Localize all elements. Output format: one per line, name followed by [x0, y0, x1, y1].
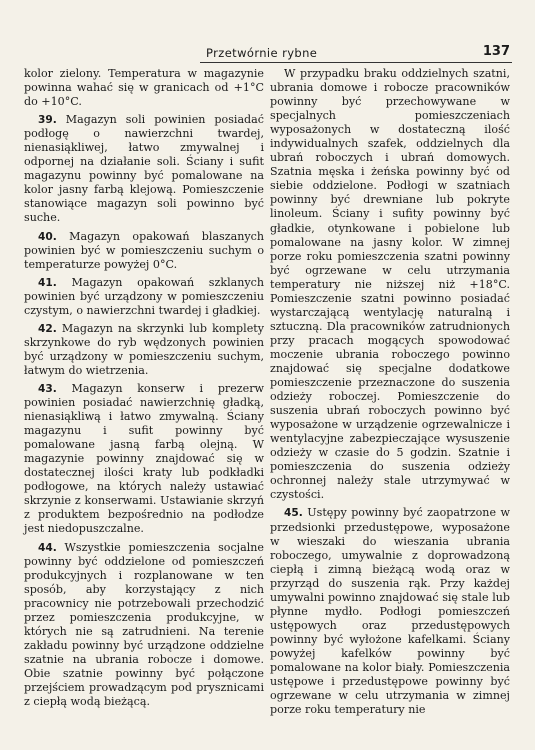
- paragraph: [24, 322, 264, 378]
- paragraph-text: Magazyn konserw i prezerw powinien posiadać nawierzchnię gładką, nienasiąkliwą i łatwo zmywalną. Ściany magazynu i sufit powinny być pomalowane jasną farbą olejną. W magazynie powinny znajdować się w dostatecznej ilości kraty lub podkładki podłogowe, na których należy ustawiać skrzynie z konserwami. Ustawianie skrzyń z produktem bezpośrednio na podłodze jest niedopuszczalne.: [24, 381, 264, 536]
- running-header: [196, 44, 510, 64]
- paragraph-number: 41.: [38, 276, 57, 289]
- paragraph: [270, 67, 510, 502]
- paragraph-text: Ustępy powinny być zaopatrzone w przedsionki przedustępowe, wyposażone w wieszaki do wieszania ubrania roboczego, umywalnie z doprowadzoną ciepłą i zimną bieżącą wodą oraz w przyrząd do suszenia rąk. Przy każdej umywalni powinno znajdować się stale lub płynne mydło. Podłogi pomieszczeń ustępowych oraz przedustępowych powinny być wyłożone kafelkami. Ściany powyżej kafelków powinny być pomalowane na kolor biały. Pomieszczenia ustępowe i przedustępowe powinny być ogrzewane w celu utrzymania w zimnej porze roku temperatury nie: [270, 506, 510, 717]
- paragraph-text: kolor zielony. Temperatura w magazynie powinna wahać się w granicach od +1°C do +10°C.: [24, 67, 264, 109]
- right-column: [270, 67, 510, 721]
- left-column: [24, 67, 264, 713]
- chapter-title: Przetwórnie rybne: [206, 46, 318, 60]
- paragraph-number: 39.: [38, 114, 57, 127]
- paragraph: [24, 276, 264, 318]
- paragraph: [24, 230, 264, 272]
- paragraph: [24, 113, 264, 225]
- paragraph: [24, 541, 264, 710]
- paragraph-number: 44.: [38, 541, 57, 554]
- header-rule: [200, 62, 512, 63]
- paragraph-number: 40.: [38, 230, 57, 243]
- paragraph: [24, 67, 264, 109]
- paragraph-number: 42.: [38, 322, 57, 335]
- paragraph-text: Magazyn na skrzynki lub komplety skrzynkowe do ryb wędzonych powinien być urządzony w pomieszczeniu suchym, łatwym do wietrzenia.: [24, 321, 264, 377]
- paragraph-number: 45.: [284, 507, 303, 520]
- paragraph: [270, 506, 510, 717]
- paragraph-text: Magazyn opakowań blaszanych powinien być w pomieszczeniu suchym o temperaturze powyżej 0°C.: [24, 229, 264, 271]
- paragraph-text: W przypadku braku oddzielnych szatni, ubrania domowe i robocze pracowników powinny być przechowywane w specjalnych pomieszczeniach wyposażonych w dostateczną ilość indywidualnych szafek, oddzielnych dla ubrań roboczych i ubrań domowych. Szatnia męska i żeńska powinny być od siebie oddzielone. Podłogi w szatniach powinny być drewniane lub pokryte linoleum. Ściany i sufity powinny być gładkie, otynkowane i pobielone lub pomalowane na jasny kolor. W zimnej porze roku pomieszczenia szatni powinny być ogrzewane w celu utrzymania temperatury nie niższej niż +18°C. Pomieszczenie szatni powinno posiadać wystarczającą wentylację naturalną i sztuczną. Dla pracowników zatrudnionych przy pracach mogących spowodować moczenie ubrania roboczego powinno znajdować się specjalne dodatkowe pomieszczenie przeznaczone do suszenia odzieży roboczej. Pomieszczenie do suszenia ubrań roboczych powinno być wyposażone w urządzenie ogrzewalnicze i wentylacyjne zabezpieczające wysuszenie odzieży w czasie do 5 godzin. Szatnie i pomieszczenia do suszenia odzieży ochronnej należy stale utrzymywać w czystości.: [270, 67, 510, 502]
- paragraph-text: Wszystkie pomieszczenia socjalne powinny być oddzielone od pomieszczeń produkcyjnych i rozplanowane w ten sposób, aby korzystający z nich pracownicy nie potrzebowali przechodzić przez pomieszczenia produkcyjne, w których nie są zatrudnieni. Na terenie zakładu powinny być urządzone oddzielne szatnie na ubrania robocze i domowe. Obie szatnie powinny być połączone przejściem prowadzącym pod prysznicami z ciepłą wodą bieżącą.: [24, 540, 264, 709]
- paragraph-text: Magazyn soli powinien posiadać podłogę o nawierzchni twardej, nienasiąkliwej, łatwo zmywalnej i odpornej na działanie soli. Ściany i sufit magazynu powinny być pomalowane na kolor jasny farbą klejową. Pomieszczenie stanowiące magazyn soli powinno być suche.: [24, 113, 264, 225]
- paragraph-number: 43.: [38, 382, 57, 395]
- paragraph: [24, 382, 264, 537]
- paragraph-text: Magazyn opakowań szklanych powinien być urządzony w pomieszczeniu czystym, o nawierzchni twardej i gładkiej.: [24, 275, 265, 317]
- page-number: 137: [482, 44, 510, 59]
